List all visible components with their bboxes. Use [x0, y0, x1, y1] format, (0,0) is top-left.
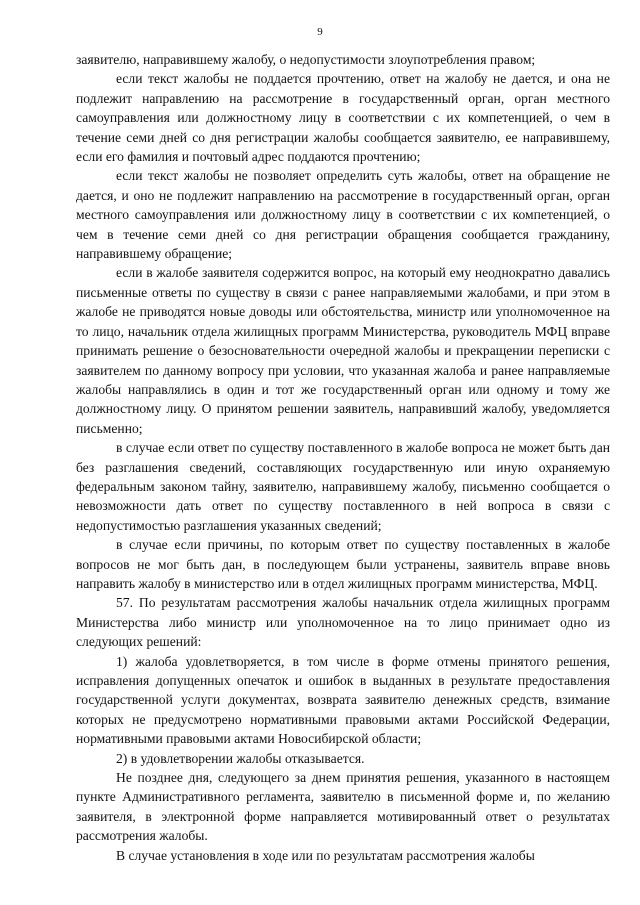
- paragraph-decision-1: 1) жалоба удовлетворяется, в том числе в форме отмены принятого решения, исправления допущенных опечаток и ошибок в выданных в результате предоставления государственной услуги документах, возврата заявителю денежных средств, взимание которых не предусмотрено нормативными правовыми актами Российской Федерации, нормативными правовыми актами Новосибирской области;: [76, 653, 610, 747]
- paragraph-item-57: 57. По результатам рассмотрения жалобы начальник отдела жилищных программ Министерства либо министр или уполномоченное на то лицо принимает одно из следующих решений:: [76, 595, 610, 650]
- paragraph-continuation: заявителю, направившему жалобу, о недопустимости злоупотребления правом;: [76, 52, 536, 67]
- document-body: [76, 50, 610, 865]
- paragraph-trailing: В случае установления в ходе или по результатам рассмотрения жалобы: [116, 847, 535, 863]
- paragraph-undeterminable-essence: если текст жалобы не позволяет определить суть жалобы, ответ на обращение не дается, и оно не подлежит направлению на рассмотрение в государственный орган, орган местного самоуправления или должностному лицу в соответствии с их компетенцией, о чем в течение семи дней со дня регистрации обращения сообщается гражданину, направившему обращение;: [76, 168, 610, 262]
- paragraph-unreadable-complaint: если текст жалобы не поддается прочтению, ответ на жалобу не дается, и она не подлежит направлению на рассмотрение в государственный орган, орган местного самоуправления или должностному лицу в соответствии с их компетенцией, о чем в течение семи дней со дня регистрации жалобы сообщается заявителю, ее направившему, если его фамилия и почтовый адрес поддаются прочтению;: [76, 71, 610, 165]
- paragraph-state-secret: в случае если ответ по существу поставленного в жалобе вопроса не может быть дан без разглашения сведений, составляющих государственную или иную охраняемую федеральным законом тайну, заявителю, направившему жалобу, письменно сообщается о невозможности дать ответ по существу поставленного в ней вопроса в связи с недопустимостью разглашения указанных сведений;: [76, 440, 610, 533]
- paragraph-reasoned-answer: Не позднее дня, следующего за днем принятия решения, указанного в настоящем пункте Административного регламента, заявителю в письменной форме и, по желанию заявителя, в электронной форме направляется мотивированный ответ о результатах рассмотрения жалобы.: [76, 770, 610, 844]
- paragraph-reasons-eliminated: в случае если причины, по которым ответ по существу поставленных в жалобе вопросов не мог быть дан, в последующем были устранены, заявитель вправе вновь направить жалобу в министерство или в отдел жилищных программ министерства, МФЦ.: [76, 537, 610, 591]
- paragraph-repeated-question: если в жалобе заявителя содержится вопрос, на который ему неоднократно давались письменные ответы по существу в связи с ранее направляемыми жалобами, и при этом в жалобе не приводятся новые доводы или обстоятельства, министр или уполномоченное на то лицо, начальник отдела жилищных программ Министерства, руководитель МФЦ вправе принимать решение о безосновательности очередной жалобы и прекращении переписки с заявителем по данному вопросу при условии, что указанная жалоба и ранее направляемые жалобы направлялись в один и тот же государственный орган или одному и тому же должностному лицу. О принятом решении заявитель, направивший жалобу, уведомляется письменно;: [76, 265, 610, 436]
- paragraph-decision-2: 2) в удовлетворении жалобы отказывается.: [116, 750, 365, 766]
- page-number: 9: [317, 26, 323, 38]
